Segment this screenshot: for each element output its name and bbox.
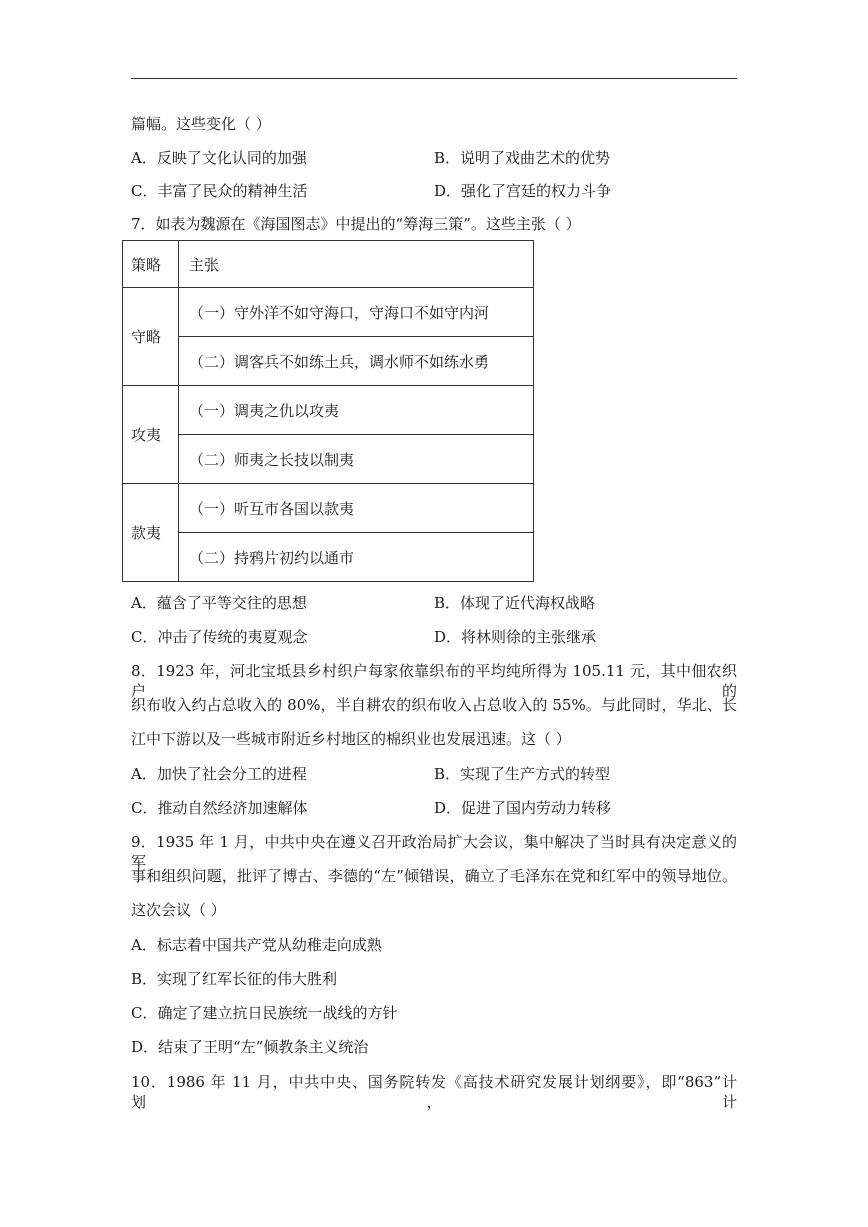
question-7-option-d: D．将林则徐的主张继承 <box>434 628 597 646</box>
question-9-line-2: 事和组织问题，批评了博古、李德的“左”倾错误，确立了毛泽东在党和红军中的领导地位。 <box>131 867 737 885</box>
table-row <box>123 337 534 386</box>
question-10-line-1: 10．1986 年 11 月，中共中央、国务院转发《高技术研究发展计划纲要》，即“863”计划，计 <box>131 1073 737 1111</box>
table-cell-proposal: （一）调夷之仇以攻夷 <box>179 386 534 435</box>
table-row <box>123 484 534 533</box>
table-header-strategy: 策略 <box>123 241 179 288</box>
table-row <box>123 533 534 582</box>
header-rule <box>131 78 737 79</box>
table-header-proposal: 主张 <box>179 241 534 288</box>
question-6-option-a: A．反映了文化认同的加强 <box>131 149 307 167</box>
question-6-option-b: B．说明了戏曲艺术的优势 <box>434 149 611 167</box>
question-9-option-d: D．结束了王明“左”倾教条主义统治 <box>131 1038 369 1056</box>
question-8-line-3: 江中下游以及一些城市附近乡村地区的棉织业也发展迅速。这（ ） <box>131 730 571 748</box>
question-7-option-c: C．冲击了传统的夷夏观念 <box>131 628 308 646</box>
question-9-option-a: A．标志着中国共产党从幼稚走向成熟 <box>131 936 382 954</box>
table-cell-proposal: （一）守外洋不如守海口，守海口不如守内河 <box>179 288 534 337</box>
table-cell-proposal: （一）听互市各国以款夷 <box>179 484 534 533</box>
question-7-stem: 7．如表为魏源在《海国图志》中提出的“筹海三策”。这些主张（ ） <box>131 215 581 233</box>
question-9-option-c: C．确定了建立抗日民族统一战线的方针 <box>131 1004 398 1022</box>
table-cell-proposal: （二）调客兵不如练土兵，调水师不如练水勇 <box>179 337 534 386</box>
table-row <box>123 288 534 337</box>
question-6-tail: 篇幅。这些变化（ ） <box>131 115 271 133</box>
table-row <box>123 435 534 484</box>
question-9-line-1: 9．1935 年 1 月，中共中央在遵义召开政治局扩大会议，集中解决了当时具有决定意义的军 <box>131 833 737 871</box>
table-cell-proposal: （二）师夷之长技以制夷 <box>179 435 534 484</box>
table-cell-strategy: 攻夷 <box>123 386 179 484</box>
table-cell-strategy: 守略 <box>123 288 179 386</box>
question-8-option-a: A．加快了社会分工的进程 <box>131 765 307 783</box>
question-7-option-a: A．蕴含了平等交往的思想 <box>131 594 307 612</box>
question-8-option-d: D．促进了国内劳动力转移 <box>434 799 612 817</box>
strategy-table <box>122 240 534 582</box>
table-cell-strategy: 款夷 <box>123 484 179 582</box>
table-row <box>123 386 534 435</box>
question-8-option-c: C．推动自然经济加速解体 <box>131 799 308 817</box>
table-cell-proposal: （二）持鸦片初约以通市 <box>179 533 534 582</box>
table-header-row <box>123 241 534 288</box>
question-7-option-b: B．体现了近代海权战略 <box>434 594 596 612</box>
question-6-option-c: C．丰富了民众的精神生活 <box>131 182 308 200</box>
question-9-line-3: 这次会议（ ） <box>131 901 226 919</box>
question-6-option-d: D．强化了宫廷的权力斗争 <box>434 182 612 200</box>
question-9-option-b: B．实现了红军长征的伟大胜利 <box>131 970 338 988</box>
question-8-option-b: B．实现了生产方式的转型 <box>434 765 611 783</box>
question-8-line-2: 织布收入约占总收入的 80%，半自耕农的织布收入占总收入的 55%。与此同时，华北、长 <box>131 696 737 714</box>
question-8-line-1: 8．1923 年，河北宝坻县乡村织户每家依靠织布的平均纯所得为 105.11 元，其中佃农织户的 <box>131 662 737 700</box>
